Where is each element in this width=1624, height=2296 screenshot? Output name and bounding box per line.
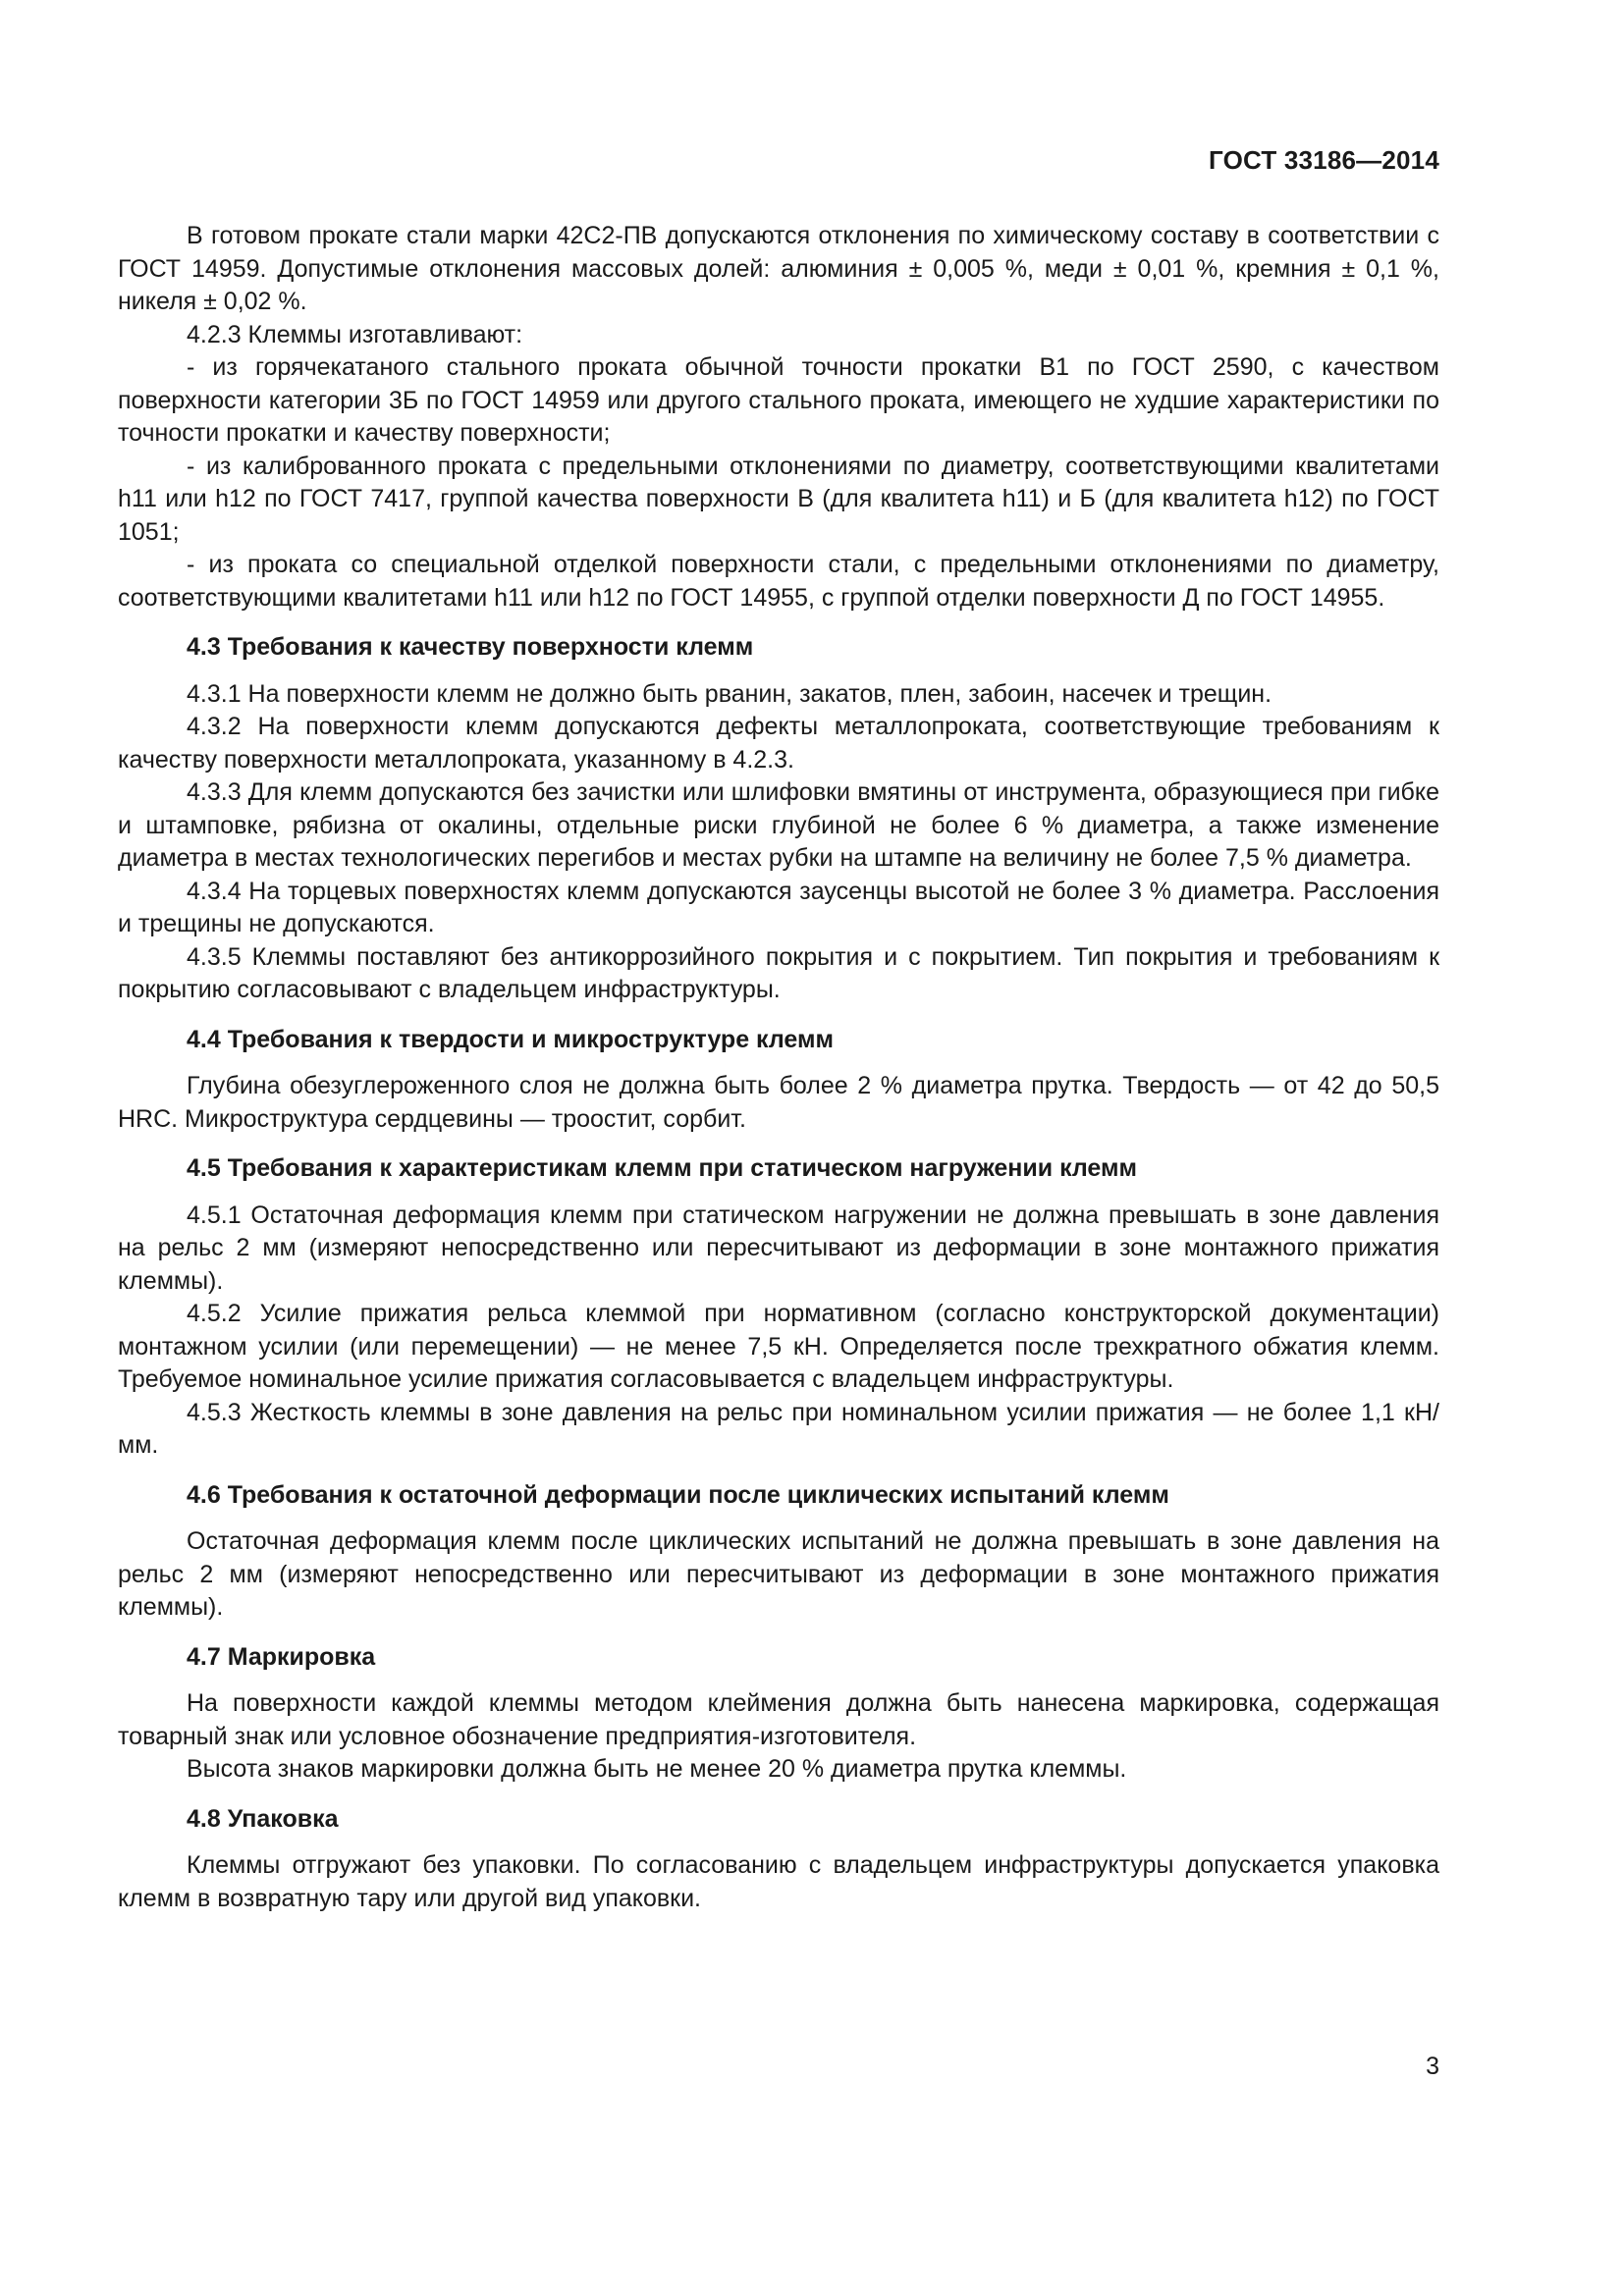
paragraph: 4.3.1 На поверхности клемм не должно быть рванин, закатов, плен, забоин, насечек и трещин. — [187, 679, 1272, 708]
paragraph: 4.3.4 На торцевых поверхностях клемм допускаются заусенцы высотой не более 3 % диаметра. Расслоения и трещины не допускаются. — [118, 877, 1439, 937]
section-heading: 4.6 Требования к остаточной деформации после циклических испытаний клемм — [187, 1480, 1169, 1509]
paragraph: 4.3.3 Для клемм допускаются без зачистки или шлифовки вмятины от инструмента, образующиеся при гибке и штамповке, рябизна от окалины, отдельные риски глубиной не более 6 % диаметра, а также изменение диаметра в местах технологических перегибов и местах рубки на штампе на величину не более 7,5 % диаметра. — [118, 778, 1439, 872]
section-heading: 4.5 Требования к характеристикам клемм при статическом нагружении клемм — [187, 1154, 1137, 1182]
paragraph: - из горячекатаного стального проката обычной точности прокатки В1 по ГОСТ 2590, с качеством поверхности категории 3Б по ГОСТ 14959 или другого стального проката, имеющего не худшие характеристики по точности прокатки и качеству поверхности; — [118, 353, 1439, 447]
section-heading: 4.3 Требования к качеству поверхности клемм — [187, 633, 754, 661]
document-number: ГОСТ 33186—2014 — [1209, 145, 1439, 175]
document-body — [118, 220, 1439, 1915]
paragraph: 4.3.5 Клеммы поставляют без антикоррозийного покрытия и с покрытием. Тип покрытия и требованиям к покрытию согласовывают с владельцем инфраструктуры. — [118, 942, 1439, 1003]
paragraph: В готовом прокате стали марки 42С2-ПВ допускаются отклонения по химическому составу в соответствии с ГОСТ 14959. Допустимые отклонения массовых долей: алюминия ± 0,005 %, меди ± 0,01 %, кремния ± 0,1 %, никеля ± 0,02 %. — [118, 222, 1439, 315]
paragraph: 4.3.2 На поверхности клемм допускаются дефекты металлопроката, соответствующие требованиям к качеству поверхности металлопроката, указанному в 4.2.3. — [118, 713, 1439, 774]
paragraph: Глубина обезуглероженного слоя не должна быть более 2 % диаметра прутка. Твердость — от 42 до 50,5 HRC. Микроструктура сердцевины — троостит, сорбит. — [118, 1072, 1439, 1133]
paragraph: На поверхности каждой клеммы методом клеймения должна быть нанесена маркировка, содержащая товарный знак или условное обозначение предприятия-изготовителя. — [118, 1689, 1439, 1750]
section-heading: 4.4 Требования к твердости и микроструктуре клемм — [187, 1025, 834, 1053]
paragraph: Высота знаков маркировки должна быть не менее 20 % диаметра прутка клеммы. — [187, 1755, 1127, 1783]
paragraph: - из калиброванного проката с предельными отклонениями по диаметру, соответствующими квалитетами h11 или h12 по ГОСТ 7417, группой качества поверхности В (для квалитета h11) и Б (для квалитета h12) по ГОСТ 1051; — [118, 452, 1439, 546]
paragraph: 4.2.3 Клеммы изготавливают: — [187, 320, 523, 348]
paragraph: Клеммы отгружают без упаковки. По согласованию с владельцем инфраструктуры допускается упаковка клемм в возвратную тару или другой вид упаковки. — [118, 1851, 1439, 1912]
paragraph: 4.5.1 Остаточная деформация клемм при статическом нагружении не должна превышать в зоне давления на рельс 2 мм (измеряют непосредственно или пересчитывают из деформации в зоне монтажного прижатия клеммы). — [118, 1201, 1439, 1295]
paragraph: 4.5.3 Жесткость клеммы в зоне давления на рельс при номинальном усилии прижатия — не более 1,1 кН/мм. — [118, 1398, 1439, 1459]
section-heading: 4.8 Упаковка — [187, 1804, 339, 1833]
paragraph: Остаточная деформация клемм после циклических испытаний не должна превышать в зоне давления на рельс 2 мм (измеряют непосредственно или пересчитывают из деформации в зоне монтажного прижатия клеммы). — [118, 1527, 1439, 1621]
section-heading: 4.7 Маркировка — [187, 1642, 376, 1671]
page-number: 3 — [1426, 2053, 1439, 2080]
paragraph: - из проката со специальной отделкой поверхности стали, с предельными отклонениями по диаметру, соответствующими квалитетами h11 или h12 по ГОСТ 14955, с группой отделки поверхности Д по ГОСТ 14955. — [118, 551, 1439, 612]
paragraph: 4.5.2 Усилие прижатия рельса клеммой при нормативном (согласно конструкторской документации) монтажном усилии (или перемещении) — не менее 7,5 кН. Определяется после трехкратного обжатия клемм. Требуемое номинальное усилие прижатия согласовывается с владельцем инфраструктуры. — [118, 1300, 1439, 1393]
